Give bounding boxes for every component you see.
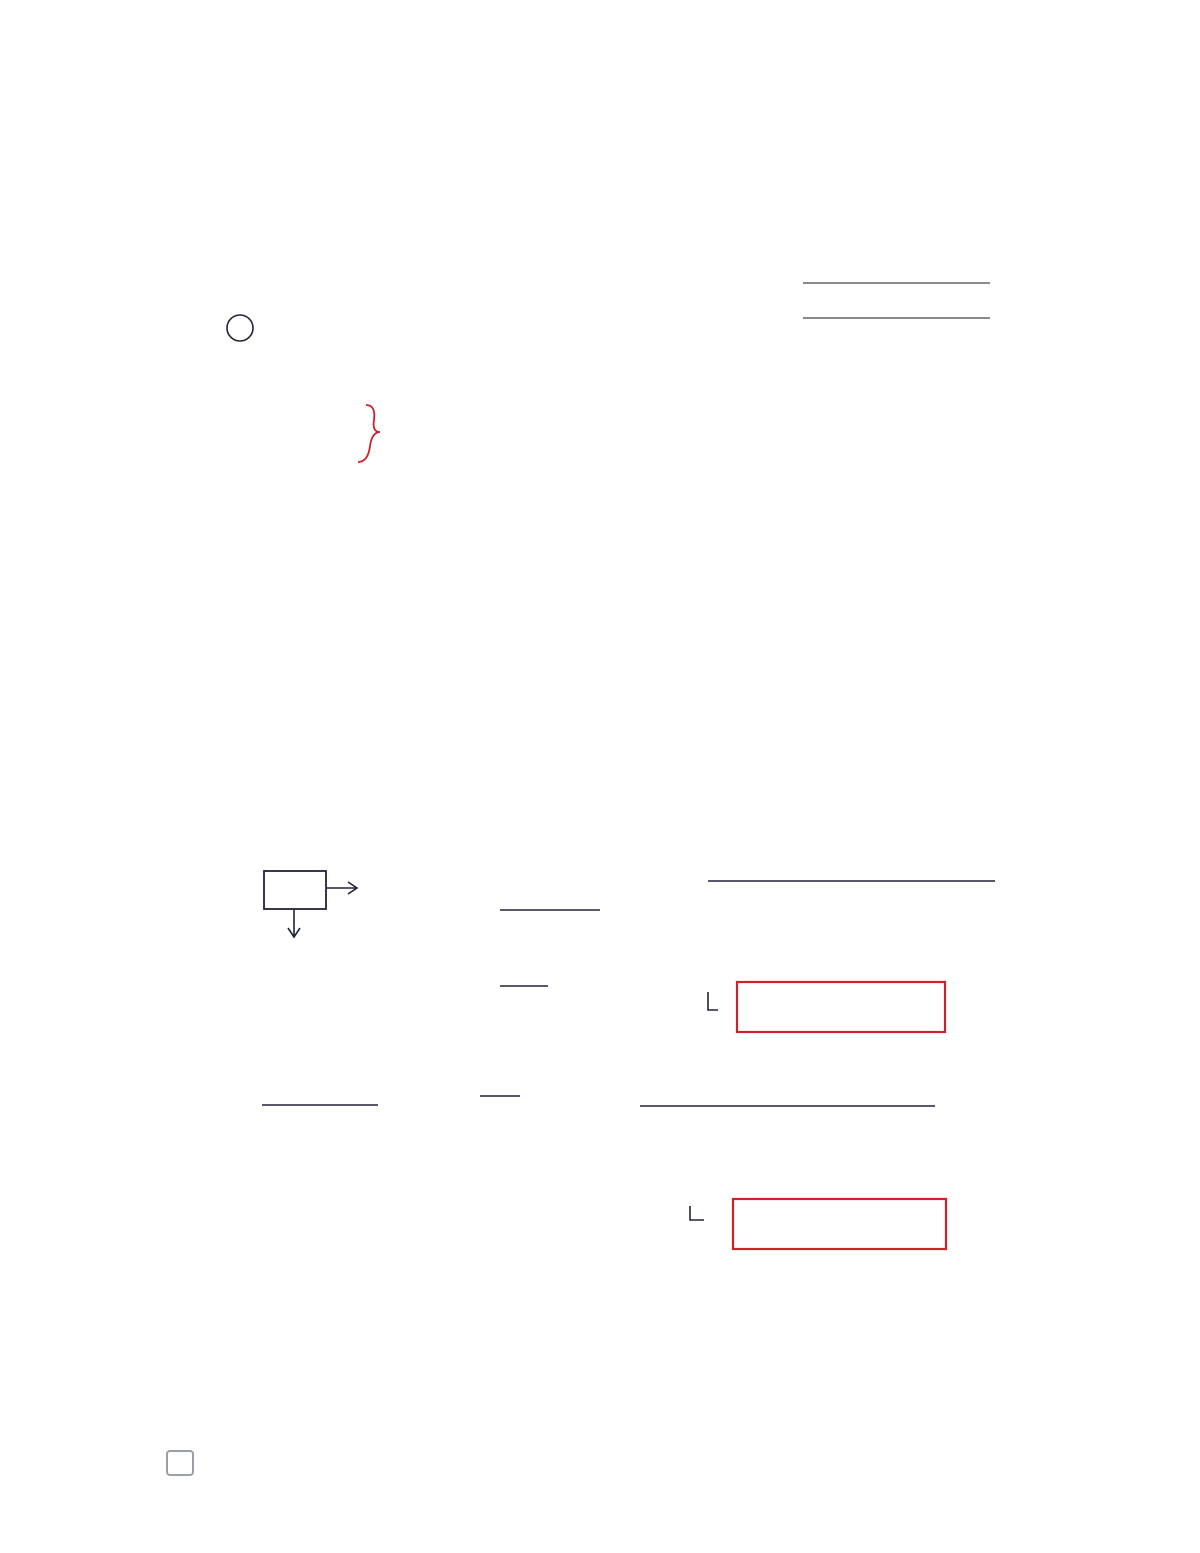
problem-number-circle — [227, 315, 253, 341]
scanner-watermark — [166, 1450, 200, 1476]
mass-answer-box — [737, 982, 945, 1032]
accel-answer-box — [733, 1199, 946, 1249]
camscanner-logo — [166, 1450, 194, 1476]
free-body-diagram — [264, 871, 357, 937]
diagram-box — [264, 871, 326, 909]
sig-fig-brace — [358, 405, 380, 462]
